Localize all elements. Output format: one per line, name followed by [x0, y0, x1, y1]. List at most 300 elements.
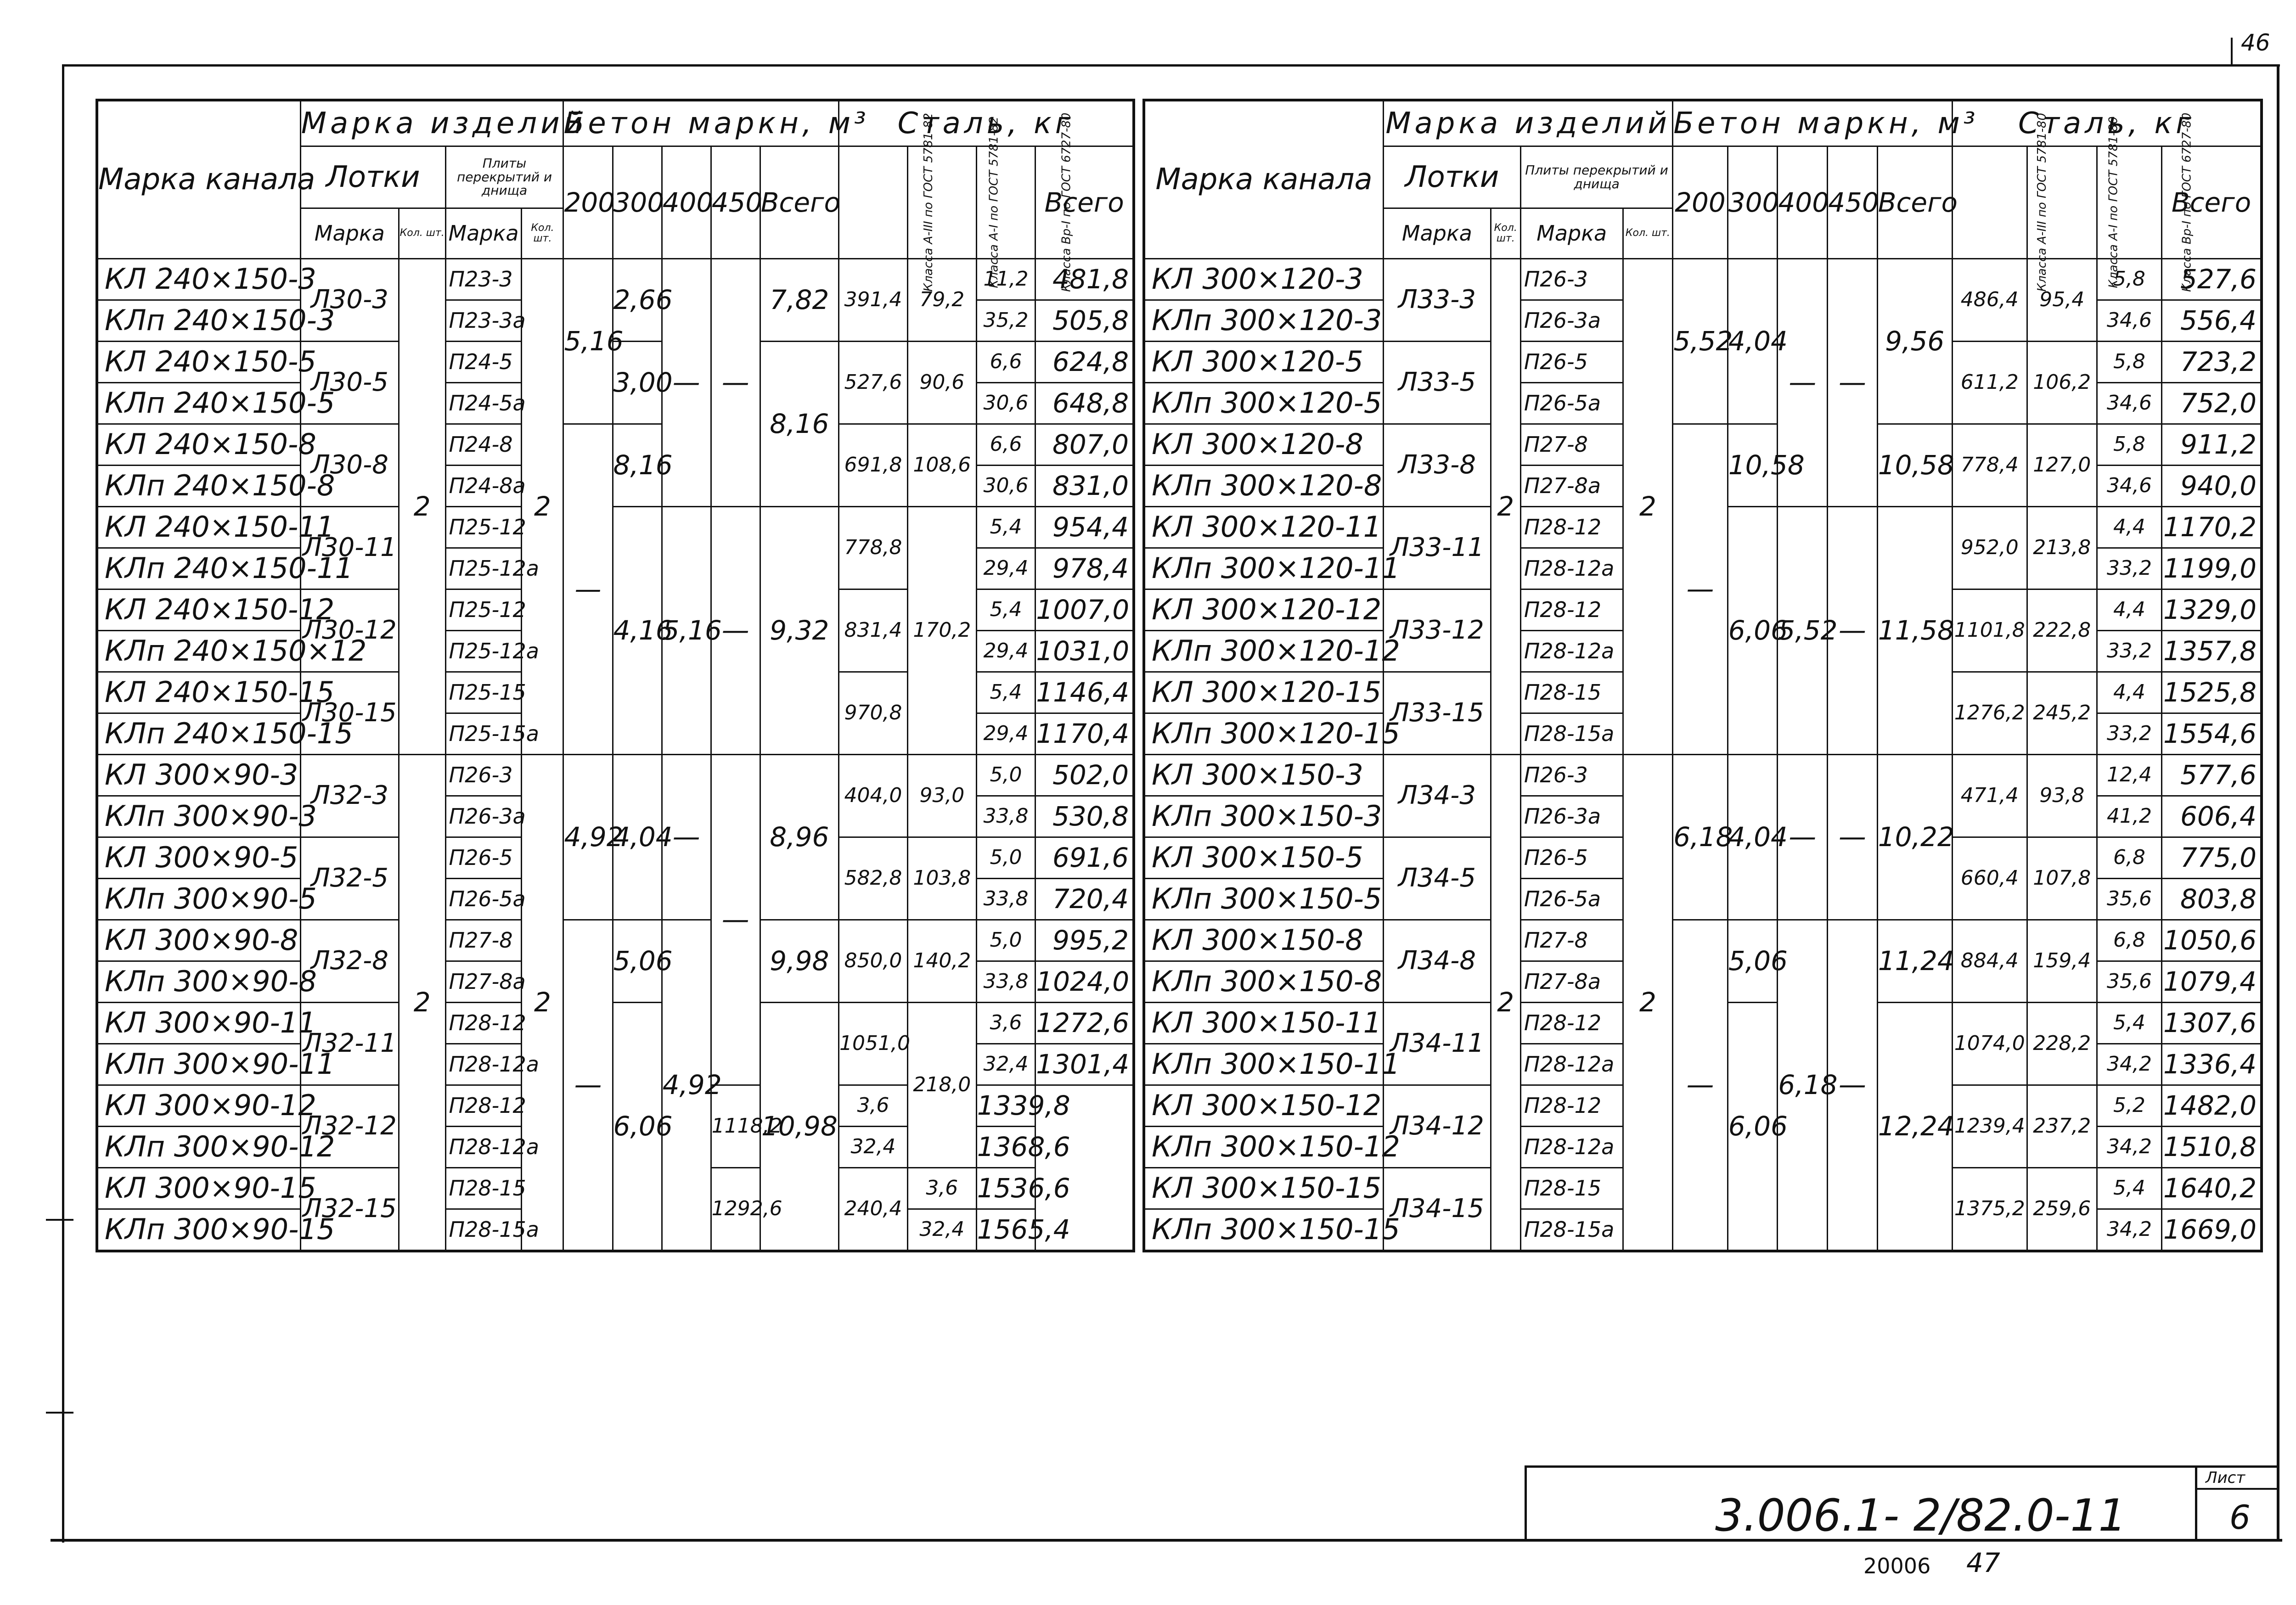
steel-a1: 95,4 [2027, 258, 2097, 341]
tray-mark: Л34-15 [1384, 1167, 1491, 1251]
steel-total: 1336,4 [2162, 1044, 2262, 1085]
channel-mark: КЛп 300×90-11 [97, 1044, 300, 1085]
channel-mark: КЛп 300×120-12 [1144, 630, 1384, 672]
steel-a1: 108,6 [907, 424, 976, 506]
header-grade-300: 300 [613, 146, 662, 258]
slab-mark: П28-12 [445, 1002, 522, 1044]
concrete-total: 8,16 [760, 341, 838, 506]
steel-vr1: 30,6 [976, 382, 1035, 424]
steel-vr1: 4,4 [2097, 672, 2161, 713]
steel-a1: 106,2 [2027, 341, 2097, 424]
steel-total: 1272,6 [1035, 1002, 1134, 1044]
concrete-200: — [1673, 920, 1728, 1251]
slab-mark: П28-15 [1520, 1167, 1623, 1209]
steel-a1: 103,8 [907, 837, 976, 920]
slab-mark: П28-15а [445, 1209, 522, 1251]
concrete-450: — [711, 754, 760, 1085]
concrete-total: 8,96 [760, 754, 838, 920]
concrete-total: 9,32 [760, 506, 838, 754]
concrete-300: 6,06 [1728, 1002, 1778, 1251]
slab-mark: П23-3 [445, 258, 522, 300]
header-grade-300: 300 [1728, 146, 1778, 258]
header-grade-450: 450 [1828, 146, 1878, 258]
steel-total: 1146,4 [1035, 672, 1134, 713]
header-steel-a1: Класса А-I по ГОСТ 5781-82 [907, 146, 976, 258]
concrete-total: 10,22 [1877, 754, 1952, 920]
steel-total: 1554,6 [2162, 713, 2262, 754]
steel-vr1: 32,4 [907, 1209, 976, 1251]
steel-total: 1339,8 [976, 1085, 1035, 1126]
steel-vr1: 5,4 [976, 589, 1035, 630]
steel-vr1: 6,6 [976, 341, 1035, 382]
steel-total: 954,4 [1035, 506, 1134, 548]
tray-qty: 2 [1491, 754, 1520, 1251]
steel-vr1: 32,4 [976, 1044, 1035, 1085]
steel-vr1: 5,4 [976, 506, 1035, 548]
header-tray-mark: Марка [300, 208, 399, 258]
header-steel-vr1: Класса Вр-I по ГОСТ 6727-80 [2097, 146, 2161, 258]
steel-vr1: 33,2 [2097, 630, 2161, 672]
steel-a3: 1074,0 [1952, 1002, 2027, 1085]
steel-vr1: 6,8 [2097, 920, 2161, 961]
header-slab-mark: Марка [445, 208, 522, 258]
right-spec-table [1142, 99, 2263, 1252]
steel-vr1: 35,6 [2097, 878, 2161, 920]
concrete-300: 6,06 [613, 1002, 662, 1251]
channel-mark: КЛп 300×90-15 [97, 1209, 300, 1251]
concrete-450: — [1828, 754, 1878, 920]
frame-right-line [2277, 64, 2279, 1542]
tray-mark: Л32-12 [300, 1085, 399, 1167]
slab-mark: П28-12 [445, 1085, 522, 1126]
steel-a1: 90,6 [907, 341, 976, 424]
slab-mark: П25-12 [445, 506, 522, 548]
steel-a1: 228,2 [2027, 1002, 2097, 1085]
steel-total: 1640,2 [2162, 1167, 2262, 1209]
slab-mark: П27-8а [1520, 961, 1623, 1002]
steel-a1: 93,8 [2027, 754, 2097, 837]
corner-tick [2231, 38, 2233, 65]
steel-vr1: 33,8 [976, 878, 1035, 920]
steel-vr1: 30,6 [976, 465, 1035, 506]
channel-mark: КЛп 300×90-12 [97, 1126, 300, 1167]
tray-mark: Л30-5 [300, 341, 399, 424]
slab-mark: П28-12 [1520, 506, 1623, 548]
steel-vr1: 5,8 [2097, 341, 2161, 382]
header-slab-mark: Марка [1520, 208, 1623, 258]
concrete-300: 5,06 [613, 920, 662, 1002]
steel-total: 1357,8 [2162, 630, 2262, 672]
steel-total: 940,0 [2162, 465, 2262, 506]
steel-total: 1079,4 [2162, 961, 2262, 1002]
header-tray-mark: Марка [1384, 208, 1491, 258]
channel-mark: КЛп 300×150-5 [1144, 878, 1384, 920]
steel-vr1: 33,8 [976, 796, 1035, 837]
channel-mark: КЛп 300×150-11 [1144, 1044, 1384, 1085]
channel-mark: КЛ 300×150-5 [1144, 837, 1384, 878]
channel-mark: КЛп 240×150-15 [97, 713, 300, 754]
header-steel: Сталь, кг [1952, 100, 2262, 146]
table-row [1144, 424, 2262, 465]
channel-mark: КЛ 300×120-5 [1144, 341, 1384, 382]
steel-total: 530,8 [1035, 796, 1134, 837]
steel-vr1: 11,2 [976, 258, 1035, 300]
archive-number: 20006 [1863, 1554, 1931, 1578]
steel-total: 831,0 [1035, 465, 1134, 506]
steel-vr1: 34,6 [2097, 465, 2161, 506]
concrete-400: — [662, 258, 711, 506]
header-product-marks: Марка изделий [300, 100, 563, 146]
steel-total: 1307,6 [2162, 1002, 2262, 1044]
concrete-200: — [563, 920, 613, 1251]
header-concrete-total: Всего [760, 146, 838, 258]
concrete-400: — [1778, 754, 1828, 920]
concrete-200: 6,18 [1673, 754, 1728, 920]
slab-qty: 2 [522, 258, 563, 754]
tray-mark: Л32-15 [300, 1167, 399, 1251]
steel-total: 803,8 [2162, 878, 2262, 920]
steel-a1: 79,2 [907, 258, 976, 341]
header-steel-a3: Класса А-III по ГОСТ 5781-82 [839, 146, 908, 258]
slab-mark: П28-12а [1520, 630, 1623, 672]
steel-total: 1536,6 [976, 1167, 1035, 1209]
concrete-450: — [1828, 506, 1878, 754]
channel-mark: КЛп 240×150-11 [97, 548, 300, 589]
steel-a3: 831,4 [839, 589, 908, 672]
concrete-200: 5,52 [1673, 258, 1728, 424]
slab-mark: П26-3 [1520, 754, 1623, 796]
concrete-total: 7,82 [760, 258, 838, 341]
tray-mark: Л32-8 [300, 920, 399, 1002]
left-spec-table [96, 99, 1135, 1252]
concrete-450: — [1828, 920, 1878, 1251]
channel-mark: КЛ 240×150-8 [97, 424, 300, 465]
steel-a3: 1239,4 [1952, 1085, 2027, 1167]
slab-mark: П28-12 [1520, 589, 1623, 630]
concrete-300: 6,06 [1728, 506, 1778, 754]
header-concrete: Бетон маркн, м³ [1673, 100, 1953, 146]
concrete-300: 4,16 [613, 506, 662, 754]
header-slab-qty: Кол. шт. [1623, 208, 1673, 258]
steel-total: 556,4 [2162, 300, 2262, 341]
steel-total: 481,8 [1035, 258, 1134, 300]
title-block [1525, 1465, 2277, 1539]
tray-mark: Л34-8 [1384, 920, 1491, 1002]
header-slab-qty: Кол. шт. [522, 208, 563, 258]
channel-mark: КЛп 300×90-5 [97, 878, 300, 920]
steel-vr1: 3,6 [976, 1002, 1035, 1044]
slab-mark: П25-12а [445, 548, 522, 589]
steel-a1: 127,0 [2027, 424, 2097, 506]
concrete-400: 5,52 [1778, 506, 1828, 754]
channel-mark: КЛп 240×150-8 [97, 465, 300, 506]
header-steel-a3: Класса А-III по ГОСТ 5781-80 [1952, 146, 2027, 258]
table-row [97, 754, 1134, 796]
edge-mark [46, 1219, 73, 1221]
sheet-label-divider [2197, 1488, 2279, 1490]
steel-vr1: 5,0 [976, 837, 1035, 878]
slab-mark: П25-12а [445, 630, 522, 672]
steel-vr1: 33,2 [2097, 713, 2161, 754]
steel-vr1: 5,4 [2097, 1002, 2161, 1044]
steel-a3: 611,2 [1952, 341, 2027, 424]
concrete-total: 11,24 [1877, 920, 1952, 1002]
page-number: 47 [1966, 1547, 2000, 1578]
header-grade-200: 200 [1673, 146, 1728, 258]
slab-mark: П28-12а [445, 1044, 522, 1085]
channel-mark: КЛп 300×150-8 [1144, 961, 1384, 1002]
steel-a1: 222,8 [2027, 589, 2097, 672]
header-concrete: Бетон маркн, м³ [563, 100, 839, 146]
header-tray-qty: Кол. шт. [1491, 208, 1520, 258]
slab-qty: 2 [1623, 754, 1673, 1251]
steel-vr1: 35,2 [976, 300, 1035, 341]
steel-a1: 218,0 [907, 1002, 976, 1167]
steel-a1: 140,2 [907, 920, 976, 1002]
concrete-300: 10,58 [1728, 424, 1778, 506]
slab-mark: П25-12 [445, 589, 522, 630]
tray-mark: Л33-15 [1384, 672, 1491, 754]
header-grade-400: 400 [662, 146, 711, 258]
steel-total: 1170,4 [1035, 713, 1134, 754]
slab-mark: П28-12 [1520, 1002, 1623, 1044]
steel-total: 1007,0 [1035, 589, 1134, 630]
steel-vr1: 33,2 [2097, 548, 2161, 589]
channel-mark: КЛ 240×150-15 [97, 672, 300, 713]
slab-mark: П26-5 [1520, 837, 1623, 878]
steel-a3: 691,8 [839, 424, 908, 506]
channel-mark: КЛ 300×90-5 [97, 837, 300, 878]
slab-mark: П27-8 [445, 920, 522, 961]
header-steel: Сталь, кг [839, 100, 1134, 146]
channel-mark: КЛ 240×150-3 [97, 258, 300, 300]
concrete-400: 4,92 [662, 920, 711, 1251]
header-steel-total: Всего [2162, 146, 2262, 258]
tray-mark: Л33-5 [1384, 341, 1491, 424]
steel-vr1: 6,6 [976, 424, 1035, 465]
tray-mark: Л30-3 [300, 258, 399, 341]
document-code: 3.006.1- 2/82.0-11 [1715, 1490, 2127, 1541]
channel-mark: КЛ 300×150-15 [1144, 1167, 1384, 1209]
slab-mark: П26-5а [1520, 878, 1623, 920]
concrete-200: 4,92 [563, 754, 613, 920]
tray-mark: Л34-5 [1384, 837, 1491, 920]
concrete-400: 5,16 [662, 506, 711, 754]
channel-mark: КЛп 300×120-5 [1144, 382, 1384, 424]
channel-mark: КЛ 300×120-8 [1144, 424, 1384, 465]
steel-vr1: 41,2 [2097, 796, 2161, 837]
steel-total: 911,2 [2162, 424, 2262, 465]
table-row [97, 506, 1134, 548]
tray-mark: Л32-5 [300, 837, 399, 920]
slab-mark: П24-5 [445, 341, 522, 382]
channel-mark: КЛп 300×150-3 [1144, 796, 1384, 837]
concrete-450: — [711, 506, 760, 754]
channel-mark: КЛп 300×150-12 [1144, 1126, 1384, 1167]
slab-mark: П26-5 [445, 837, 522, 878]
steel-a3: 660,4 [1952, 837, 2027, 920]
concrete-total: 9,98 [760, 920, 838, 1002]
channel-mark: КЛ 300×90-8 [97, 920, 300, 961]
concrete-300: 4,04 [613, 754, 662, 920]
slab-mark: П27-8 [1520, 424, 1623, 465]
steel-vr1: 33,8 [976, 961, 1035, 1002]
title-block-divider [2195, 1468, 2197, 1539]
steel-a3: 582,8 [839, 837, 908, 920]
concrete-total: 10,98 [760, 1002, 838, 1251]
steel-total: 1565,4 [976, 1209, 1035, 1251]
concrete-300: 4,04 [1728, 754, 1778, 920]
steel-total: 502,0 [1035, 754, 1134, 796]
channel-mark: КЛп 240×150-3 [97, 300, 300, 341]
steel-a1: 259,6 [2027, 1167, 2097, 1251]
concrete-total: 11,58 [1877, 506, 1952, 754]
steel-total: 648,8 [1035, 382, 1134, 424]
channel-mark: КЛ 300×120-15 [1144, 672, 1384, 713]
steel-total: 1368,6 [976, 1126, 1035, 1167]
channel-mark: КЛп 300×120-3 [1144, 300, 1384, 341]
tray-mark: Л30-8 [300, 424, 399, 506]
steel-a3: 778,4 [1952, 424, 2027, 506]
steel-vr1: 29,4 [976, 548, 1035, 589]
steel-a3: 1051,0 [839, 1002, 908, 1085]
channel-mark: КЛ 300×150-8 [1144, 920, 1384, 961]
header-grade-450: 450 [711, 146, 760, 258]
steel-total: 752,0 [2162, 382, 2262, 424]
slab-mark: П23-3а [445, 300, 522, 341]
concrete-300: 8,16 [613, 424, 662, 506]
steel-total: 1329,0 [2162, 589, 2262, 630]
steel-vr1: 5,4 [976, 672, 1035, 713]
steel-total: 978,4 [1035, 548, 1134, 589]
header-grade-200: 200 [563, 146, 613, 258]
header-steel-vr1: Класса Вр-I по ГОСТ 6727-80 [976, 146, 1035, 258]
steel-total: 1031,0 [1035, 630, 1134, 672]
steel-vr1: 5,8 [2097, 424, 2161, 465]
slab-mark: П26-5 [1520, 341, 1623, 382]
steel-vr1: 12,4 [2097, 754, 2161, 796]
channel-mark: КЛ 300×150-11 [1144, 1002, 1384, 1044]
slab-qty: 2 [522, 754, 563, 1251]
steel-a3: 527,6 [839, 341, 908, 424]
steel-total: 1510,8 [2162, 1126, 2262, 1167]
steel-total: 1525,8 [2162, 672, 2262, 713]
steel-total: 606,4 [2162, 796, 2262, 837]
slab-mark: П28-12 [1520, 1085, 1623, 1126]
concrete-200: — [1673, 424, 1728, 754]
steel-a3: 1276,2 [1952, 672, 2027, 754]
steel-a3: 1375,2 [1952, 1167, 2027, 1251]
slab-mark: П28-15а [1520, 1209, 1623, 1251]
header-slabs: Плиты перекрытий и днища [1520, 146, 1672, 208]
header-channel-mark: Марка канала [1144, 100, 1384, 258]
slab-mark: П28-12а [1520, 1044, 1623, 1085]
steel-total: 1199,0 [2162, 548, 2262, 589]
steel-a3: 1101,8 [1952, 589, 2027, 672]
channel-mark: КЛп 300×120-11 [1144, 548, 1384, 589]
slab-mark: П27-8а [1520, 465, 1623, 506]
steel-a3: 778,8 [839, 506, 908, 589]
tray-mark: Л32-11 [300, 1002, 399, 1085]
steel-vr1: 5,0 [976, 754, 1035, 796]
slab-mark: П27-8 [1520, 920, 1623, 961]
steel-a1: 237,2 [2027, 1085, 2097, 1167]
steel-a3: 952,0 [1952, 506, 2027, 589]
channel-mark: КЛп 300×90-3 [97, 796, 300, 837]
tray-qty: 2 [399, 258, 445, 754]
steel-vr1: 5,4 [2097, 1167, 2161, 1209]
header-tray-qty: Кол. шт. [399, 208, 445, 258]
steel-total: 1482,0 [2162, 1085, 2262, 1126]
steel-vr1: 34,2 [2097, 1044, 2161, 1085]
steel-vr1: 5,2 [2097, 1085, 2161, 1126]
concrete-200: — [563, 424, 613, 754]
corner-number: 46 [2241, 29, 2270, 56]
channel-mark: КЛ 300×120-11 [1144, 506, 1384, 548]
concrete-300: 2,66 [613, 258, 662, 341]
slab-mark: П28-12а [445, 1126, 522, 1167]
steel-total: 1050,6 [2162, 920, 2262, 961]
steel-a1: 240,4 [839, 1167, 908, 1251]
steel-total: 691,6 [1035, 837, 1134, 878]
steel-vr1: 32,4 [839, 1126, 908, 1167]
steel-a1: 159,4 [2027, 920, 2097, 1002]
slab-mark: П24-8 [445, 424, 522, 465]
tray-mark: Л33-12 [1384, 589, 1491, 672]
steel-vr1: 35,6 [2097, 961, 2161, 1002]
steel-a3: 884,4 [1952, 920, 2027, 1002]
channel-mark: КЛ 300×90-11 [97, 1002, 300, 1044]
tray-mark: Л32-3 [300, 754, 399, 837]
tray-qty: 2 [399, 754, 445, 1251]
steel-vr1: 34,2 [2097, 1126, 2161, 1167]
header-trays: Лотки [300, 146, 445, 208]
slab-mark: П26-3а [445, 796, 522, 837]
steel-a1: 170,2 [907, 506, 976, 754]
steel-a1: 213,8 [2027, 506, 2097, 589]
header-steel-a1: Класса А-I по ГОСТ 5781-80 [2027, 146, 2097, 258]
steel-a3: 970,8 [839, 672, 908, 754]
steel-vr1: 34,2 [2097, 1209, 2161, 1251]
steel-total: 505,8 [1035, 300, 1134, 341]
channel-mark: КЛ 240×150-12 [97, 589, 300, 630]
slab-mark: П26-5а [1520, 382, 1623, 424]
tray-qty: 2 [1491, 258, 1520, 754]
slab-mark: П26-5а [445, 878, 522, 920]
steel-vr1: 29,4 [976, 630, 1035, 672]
header-trays: Лотки [1384, 146, 1521, 208]
slab-mark: П28-15а [1520, 713, 1623, 754]
channel-mark: КЛп 300×150-15 [1144, 1209, 1384, 1251]
steel-vr1: 5,0 [976, 920, 1035, 961]
steel-total: 723,2 [2162, 341, 2262, 382]
slab-mark: П25-15а [445, 713, 522, 754]
concrete-300: 5,06 [1728, 920, 1778, 1002]
tray-mark: Л30-15 [300, 672, 399, 754]
concrete-400: — [1778, 258, 1828, 506]
header-concrete-total: Всего [1877, 146, 1952, 258]
concrete-total: 12,24 [1877, 1002, 1952, 1251]
tray-mark: Л30-11 [300, 506, 399, 589]
channel-mark: КЛ 300×90-3 [97, 754, 300, 796]
steel-vr1: 4,4 [2097, 506, 2161, 548]
channel-mark: КЛп 240×150-5 [97, 382, 300, 424]
steel-vr1: 4,4 [2097, 589, 2161, 630]
slab-mark: П28-15 [445, 1167, 522, 1209]
steel-total: 807,0 [1035, 424, 1134, 465]
edge-mark [46, 1412, 73, 1414]
slab-mark: П28-15 [1520, 672, 1623, 713]
